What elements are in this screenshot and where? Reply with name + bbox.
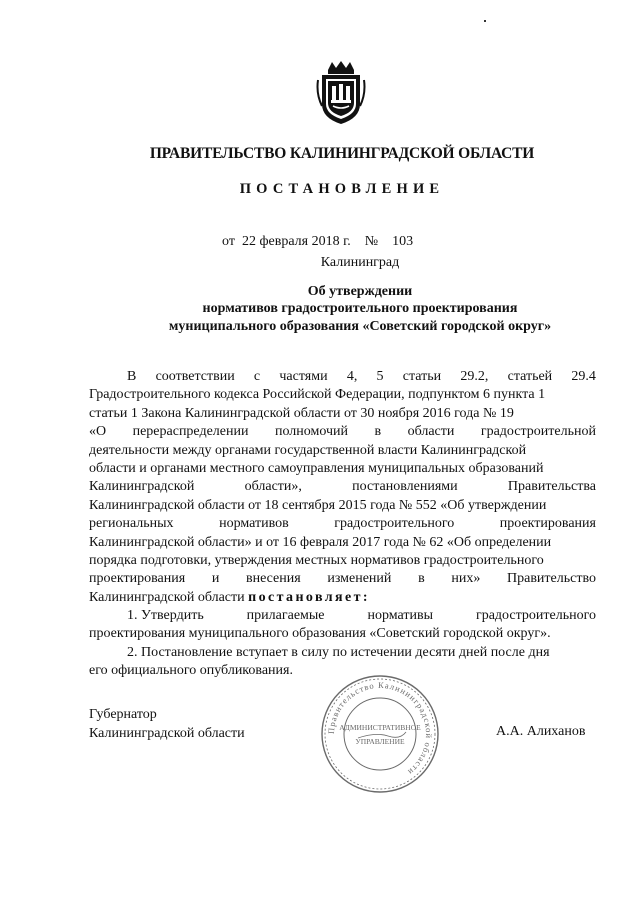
signatory-position: [89, 706, 245, 743]
preamble-line: [89, 423, 596, 441]
preamble-line: [89, 534, 596, 552]
title-line-3: муниципального образования «Советский городской округ»: [168, 319, 552, 334]
item-1-line: [89, 625, 596, 643]
resolves-word: постановляет:: [248, 589, 370, 605]
city: Калининград: [320, 255, 400, 270]
preamble-text: 29.2,: [460, 369, 489, 384]
item-2-text: его официального опубликования.: [89, 663, 293, 679]
preamble-line: [89, 460, 596, 478]
preamble-text: В: [127, 369, 137, 384]
item-1-line: [89, 607, 596, 625]
preamble-text: них»: [451, 571, 481, 587]
item-1-text: проектирования муниципального образования «Советский городской округ».: [89, 626, 551, 642]
preamble-text: градостроительной: [480, 424, 596, 440]
preamble-text: в: [418, 571, 425, 587]
preamble-text: перераспределении: [132, 424, 249, 440]
preamble-line: [89, 497, 596, 515]
preamble-line: [89, 570, 596, 588]
preamble-text: области и органами местного самоуправления муниципальных образований: [89, 460, 544, 476]
preamble-paragraph: [89, 368, 596, 681]
preamble-line: [89, 368, 596, 386]
number-sign: №: [364, 234, 379, 249]
preamble-line: [89, 515, 596, 533]
seal-inner-line-1: АДМИНИСТРАТИВНОЕ: [339, 723, 421, 732]
preamble-text: 29.4: [571, 369, 596, 384]
preamble-text: частями: [279, 369, 328, 384]
preamble-lines: [89, 368, 596, 589]
preamble-text: нормативов: [219, 516, 289, 532]
preamble-last-text: Калининградской области: [89, 589, 245, 605]
preamble-text: и: [211, 571, 220, 587]
title-line-2: нормативов градостроительного проектирования: [202, 301, 518, 316]
item-1: [89, 607, 596, 644]
preamble-text: порядка подготовки, утверждения местных нормативов градостроительного: [89, 552, 544, 568]
preamble-text: 4,: [346, 369, 358, 384]
preamble-text: области»,: [244, 479, 302, 495]
document-date: 22 февраля 2018 г.: [241, 234, 351, 249]
preamble-text: 5: [376, 369, 384, 384]
preamble-text: статьей: [507, 369, 553, 384]
preamble-text: соответствии: [155, 369, 235, 384]
coat-of-arms-emblem-icon: [316, 60, 366, 126]
preamble-text: Градостроительного кодекса Российской Федерации, подпунктом 6 пункта 1: [89, 387, 546, 403]
preamble-text: полномочий: [274, 424, 348, 440]
position-line-2: Калининградской области: [89, 725, 245, 741]
document-number: 103: [392, 234, 414, 249]
preamble-text: статьи: [402, 369, 442, 384]
preamble-text: Правительство: [507, 571, 596, 587]
preamble-text: региональных: [89, 516, 174, 532]
item-2-line: [89, 644, 596, 662]
date-prefix: от: [222, 234, 235, 249]
title-line-1: Об утверждении: [307, 284, 413, 299]
item-1-text: прилагаемые: [246, 608, 325, 624]
organization-name: ПРАВИТЕЛЬСТВО КАЛИНИНГРАДСКОЙ ОБЛАСТИ: [149, 145, 535, 162]
seal-outer-text: Правительство Калининградской области: [325, 679, 435, 778]
preamble-text: градостроительного: [334, 516, 455, 532]
preamble-last-line: [89, 589, 596, 607]
document-type: ПОСТАНОВЛЕНИЕ: [239, 181, 445, 197]
preamble-line: [89, 442, 596, 460]
preamble-text: проектирования: [499, 516, 596, 532]
preamble-text: Калининградской области от 18 сентября 2015 года № 552 «Об утверждении: [89, 497, 547, 513]
preamble-text: Правительства: [507, 479, 596, 495]
preamble-text: области: [407, 424, 455, 440]
item-2-text: 2. Постановление вступает в силу по истечении десяти дней после дня: [127, 644, 550, 660]
signatory-name: А.А. Алиханов: [496, 724, 586, 739]
preamble-line: [89, 478, 596, 496]
preamble-text: проектирования: [89, 571, 186, 587]
preamble-text: статьи 1 Закона Калининградской области от 30 ноября 2016 года № 19: [89, 405, 514, 421]
preamble-text: внесения: [245, 571, 301, 587]
preamble-text: постановлениями: [352, 479, 458, 495]
preamble-text: с: [253, 369, 261, 384]
official-seal-icon: [318, 672, 442, 796]
item-1-text: градостроительного: [475, 608, 596, 624]
scan-speck: [484, 20, 486, 22]
preamble-text: деятельности между органами государственной власти Калининградской: [89, 442, 527, 458]
seal-inner-line-2: УПРАВЛЕНИЕ: [355, 737, 405, 746]
position-line-1: Губернатор: [89, 707, 157, 722]
preamble-text: Калининградской области» и от 16 февраля 2017 года № 62 «Об определении: [89, 534, 552, 550]
preamble-text: в: [374, 424, 382, 440]
preamble-line: [89, 552, 596, 570]
preamble-text: изменений: [327, 571, 392, 587]
preamble-text: «О: [89, 424, 107, 440]
date-number-line: [222, 234, 413, 250]
preamble-text: Калининградской: [89, 479, 195, 495]
item-1-text: 1. Утвердить: [127, 608, 204, 624]
preamble-line: [89, 386, 596, 404]
item-1-text: нормативы: [367, 608, 433, 624]
preamble-line: [89, 405, 596, 423]
